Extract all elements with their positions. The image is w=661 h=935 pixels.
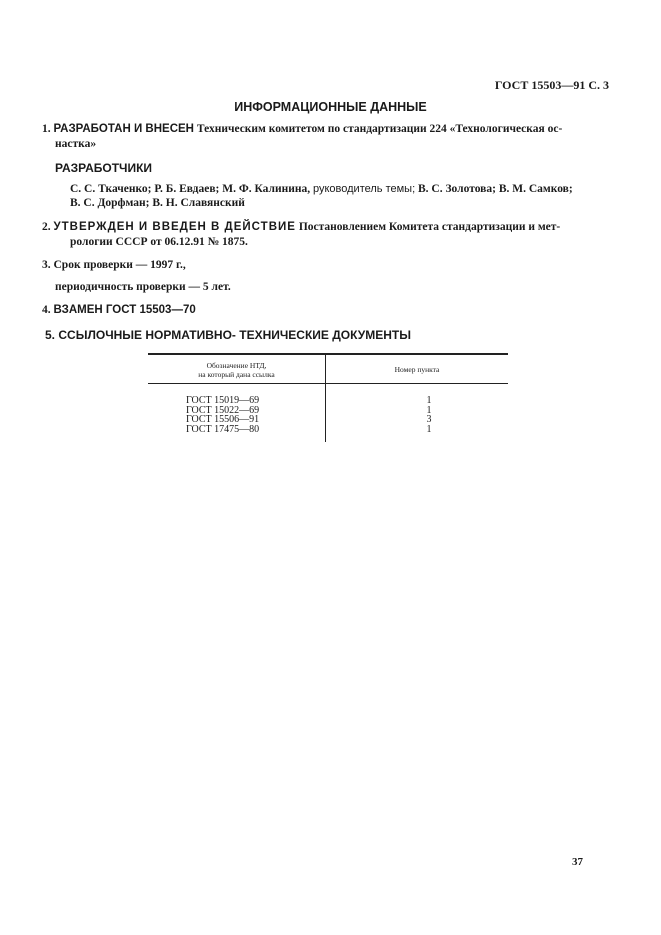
item-text: ВЗАМЕН ГОСТ 15503—70 — [53, 304, 196, 316]
col-header-point: Номер пункта — [394, 365, 440, 374]
item-5 — [45, 328, 411, 342]
table-cell-doc: ГОСТ 17475—80 — [186, 423, 260, 435]
table-cell-point: 1 — [426, 395, 432, 406]
item-text: Техническим комитетом по стандартизации 224 «Технологическая ос- — [196, 123, 563, 135]
item-number: 4. — [42, 304, 51, 316]
developers-names: В. С. Золотова; В. М. Самков; — [418, 183, 573, 195]
table-cell-doc: ГОСТ 15022—69 — [186, 404, 260, 416]
developers-line-2: В. С. Дорфман; В. Н. Славянский — [70, 197, 245, 209]
developers-names: С. С. Ткаченко; Р. Б. Евдаев; М. Ф. Калинина, — [70, 183, 311, 195]
doc-reference: ГОСТ 15503—91 С. 3 — [494, 78, 609, 92]
item-3-cont: периодичность проверки — 5 лет. — [55, 281, 231, 293]
table-cell-doc: ГОСТ 15019—69 — [186, 395, 260, 406]
item-number: 5. — [45, 328, 56, 342]
table-cell-point: 1 — [426, 404, 432, 416]
table-header-rule — [148, 383, 508, 384]
table-cell-point: 1 — [426, 423, 432, 435]
doc-column — [186, 396, 259, 434]
item-3 — [42, 259, 186, 271]
table-cell-point: 3 — [426, 414, 432, 425]
item-text: ССЫЛОЧНЫЕ НОРМАТИВНО- ТЕХНИЧЕСКИЕ ДОКУМЕНТЫ — [58, 328, 411, 342]
table-top-rule — [148, 353, 508, 355]
col-header-doc — [148, 361, 325, 379]
developers-line-1 — [70, 183, 573, 195]
point-column — [424, 396, 434, 434]
item-lead: УТВЕРЖДЕН И ВВЕДЕН В ДЕЙСТВИЕ — [53, 221, 296, 233]
table-cell-doc: ГОСТ 15506—91 — [186, 414, 260, 425]
item-1-cont: настка» — [55, 138, 97, 150]
item-lead: РАЗРАБОТАН И ВНЕСЕН — [53, 123, 194, 135]
item-number: 3. — [42, 259, 51, 271]
header-line: на который дана ссылка — [198, 370, 275, 379]
page-number: 37 — [572, 856, 583, 868]
header-line: Обозначение НТД, — [206, 361, 267, 370]
developers-heading: РАЗРАБОТЧИКИ — [55, 161, 153, 175]
item-text: Срок проверки — 1997 г., — [53, 259, 186, 271]
item-1 — [42, 123, 562, 135]
developer-role: руководитель темы; — [312, 183, 416, 195]
item-number: 1. — [42, 123, 51, 135]
page-title: ИНФОРМАЦИОННЫЕ ДАННЫЕ — [234, 100, 427, 114]
item-2-cont: рологии СССР от 06.12.91 № 1875. — [70, 236, 248, 248]
item-2 — [42, 221, 560, 233]
item-text: Постановлением Комитета стандартизации и мет- — [298, 221, 561, 233]
item-4 — [42, 304, 196, 316]
item-number: 2. — [42, 221, 51, 233]
